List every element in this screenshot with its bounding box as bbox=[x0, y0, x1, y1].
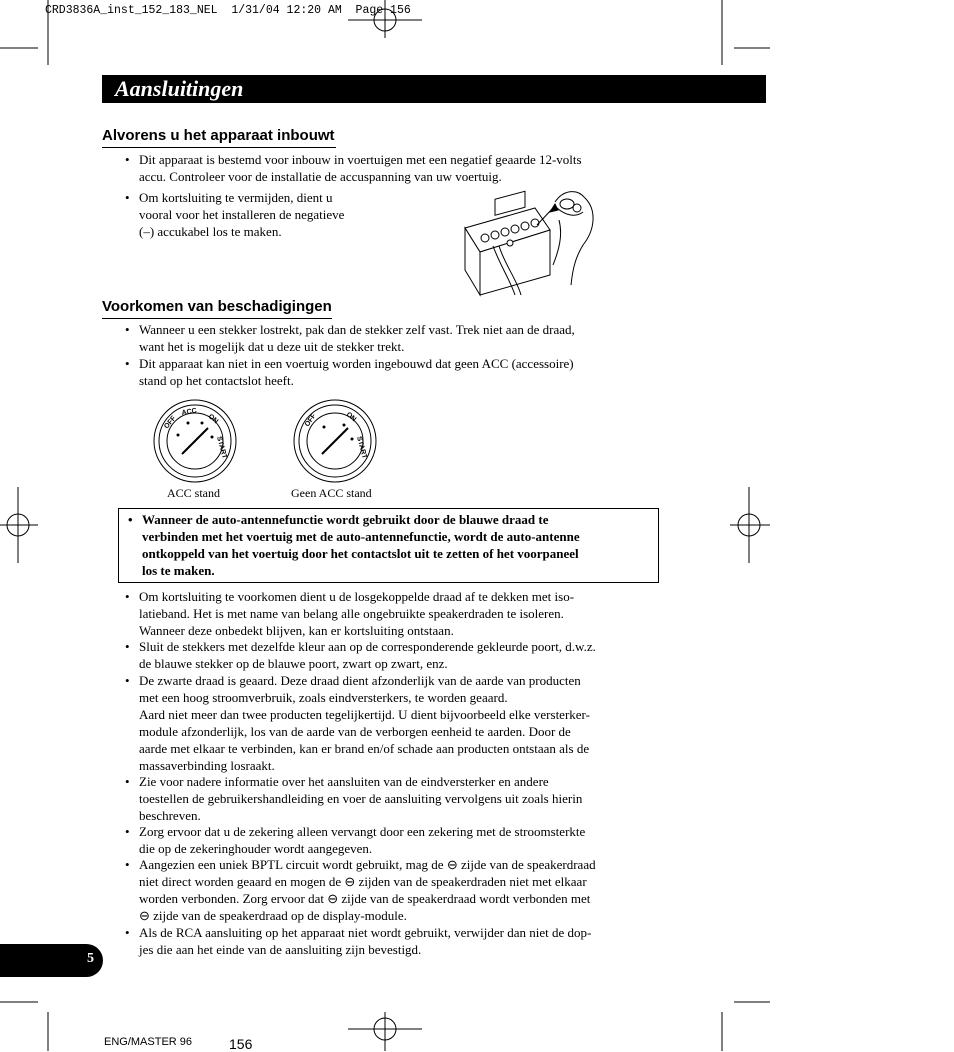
bullet-dot: • bbox=[125, 190, 130, 205]
text-line: latieband. Het is met name van belang alle ongebruikte speakerdraden te isoleren. bbox=[139, 605, 564, 621]
paragraph-plug bbox=[139, 322, 575, 356]
caption-no-acc: Geen ACC stand bbox=[291, 486, 372, 500]
minus-circle-icon: ⊖ bbox=[344, 873, 356, 889]
text-line bbox=[139, 891, 659, 908]
bullet-dot: • bbox=[128, 512, 133, 527]
text-line: accu. Controleer voor de installatie de accuspanning van uw voertuig. bbox=[139, 168, 502, 184]
text-line: ontkoppeld van het voertuig door het contactslot uit te zetten of het voorpaneel bbox=[142, 545, 579, 561]
chapter-title-bar bbox=[102, 75, 766, 103]
warning-text bbox=[142, 512, 580, 580]
text-fragment: Aangezien een uniek BPTL circuit wordt gebruikt, mag de bbox=[139, 857, 444, 872]
text-line: want het is mogelijk dat u deze uit de stekker trekt. bbox=[139, 338, 405, 354]
text-line: De zwarte draad is geaard. Deze draad dient afzonderlijk van de aarde van producten bbox=[139, 673, 581, 688]
paragraph-fuse bbox=[139, 824, 585, 858]
text-line: toestellen de gebruikershandleiding en voer de aansluiting vervolgens uit zoals hierin bbox=[139, 790, 583, 806]
text-line: Zorg ervoor dat u de zekering alleen vervangt door een zekering met de stroomsterkte bbox=[139, 824, 586, 839]
text-line: Wanneer de auto-antennefunctie wordt gebruikt door de blauwe draad te bbox=[142, 512, 549, 527]
text-fragment: niet direct worden geaard en mogen de bbox=[139, 873, 342, 889]
bullet-dot: • bbox=[125, 774, 130, 789]
bullet-dot: • bbox=[125, 639, 130, 654]
text-line: Om kortsluiting te voorkomen dient u de losgekoppelde draad af te dekken met iso- bbox=[139, 589, 575, 604]
paragraph-acc bbox=[139, 356, 574, 390]
text-line bbox=[139, 857, 659, 874]
text-fragment: worden verbonden. Zorg ervoor dat bbox=[139, 890, 324, 906]
paragraph-colors bbox=[139, 639, 596, 673]
text-line: massaverbinding losraakt. bbox=[139, 757, 275, 773]
text-line: Als de RCA aansluiting op het apparaat niet wordt gebruikt, verwijder dan niet de dop- bbox=[139, 925, 592, 940]
text-line: Wanneer deze onbedekt blijven, kan er kortsluiting ontstaan. bbox=[139, 622, 454, 638]
paragraph-rca bbox=[139, 925, 591, 959]
text-line: Dit apparaat is bestemd voor inbouw in voertuigen met een negatief geaarde 12-volts bbox=[139, 152, 582, 167]
text-line bbox=[139, 874, 659, 891]
text-line: Wanneer u een stekker lostrekt, pak dan de stekker zelf vast. Trek niet aan de draad, bbox=[139, 322, 575, 337]
switch-label: OFF bbox=[303, 412, 318, 429]
bullet-dot: • bbox=[125, 322, 130, 337]
minus-circle-icon: ⊖ bbox=[446, 857, 458, 872]
paragraph-amplifier bbox=[139, 774, 582, 825]
minus-circle-icon: ⊖ bbox=[139, 907, 150, 923]
text-line bbox=[139, 908, 659, 925]
battery-disconnect-illustration bbox=[455, 190, 615, 300]
text-line: verbinden met het voertuig met de auto-antennefunctie, wordt de auto-antenne bbox=[142, 528, 580, 544]
switch-label: ACC bbox=[181, 407, 198, 417]
paragraph-bptl bbox=[139, 857, 659, 925]
ignition-switch-noacc-icon bbox=[290, 397, 380, 487]
ignition-switch-acc-icon bbox=[150, 397, 240, 487]
switch-label: START bbox=[215, 435, 228, 460]
text-line: Aard niet meer dan twee producten tegelijkertijd. U dient bijvoorbeeld elke versterker- bbox=[139, 706, 590, 722]
footer-master-label: ENG/MASTER 96 bbox=[104, 1036, 193, 1048]
text-line: (–) accukabel los te maken. bbox=[139, 223, 282, 239]
text-line: vooral voor het installeren de negatieve bbox=[139, 206, 345, 222]
text-fragment: zijde van de speakerdraad bbox=[460, 857, 596, 872]
text-line: de blauwe stekker op de blauwe poort, zwart op zwart, enz. bbox=[139, 655, 448, 671]
page-section-number: 5 bbox=[87, 951, 94, 966]
section-underline bbox=[102, 318, 332, 319]
paragraph-insulate bbox=[139, 589, 574, 640]
minus-circle-icon: ⊖ bbox=[327, 890, 339, 906]
footer-page-number: 156 bbox=[229, 1036, 253, 1052]
text-line: stand op het contactslot heeft. bbox=[139, 372, 294, 388]
text-line: met een hoog stroomverbruik, zoals eindversterkers, te worden geaard. bbox=[139, 689, 508, 705]
chapter-title: Aansluitingen bbox=[115, 76, 244, 101]
page-section-tab bbox=[0, 944, 103, 977]
caption-acc: ACC stand bbox=[167, 486, 221, 500]
section-heading-damage: Voorkomen van beschadigingen bbox=[102, 298, 332, 315]
text-line: los te maken. bbox=[142, 562, 215, 578]
switch-label: START bbox=[355, 435, 368, 460]
print-header: CRD3836A_inst_152_183_NEL 1/31/04 12:20 AM Page 156 bbox=[45, 4, 411, 17]
bullet-dot: • bbox=[125, 673, 130, 688]
text-line: beschreven. bbox=[139, 807, 201, 823]
bullet-dot: • bbox=[125, 857, 130, 872]
section-heading-installation: Alvorens u het apparaat inbouwt bbox=[102, 127, 335, 144]
text-line: die op de zekeringhouder wordt aangegeven. bbox=[139, 840, 373, 856]
text-fragment: zijden van de speakerdraden niet met elkaar bbox=[358, 873, 587, 889]
text-fragment: zijde van de speakerdraad wordt verbonden met bbox=[341, 890, 591, 906]
bullet-dot: • bbox=[125, 589, 130, 604]
paragraph-battery bbox=[139, 190, 344, 241]
switch-label: ON bbox=[206, 413, 220, 426]
switch-label: OFF bbox=[163, 415, 178, 431]
bullet-dot: • bbox=[125, 152, 130, 167]
text-line: module afzonderlijk, los van de aarde van de verborgen eenheid te aarden. Door de bbox=[139, 723, 571, 739]
text-line: Zie voor nadere informatie over het aansluiten van de eindversterker en andere bbox=[139, 774, 549, 789]
text-line: Om kortsluiting te vermijden, dient u bbox=[139, 190, 333, 205]
text-line: Dit apparaat kan niet in een voertuig worden ingebouwd dat geen ACC (accessoire) bbox=[139, 356, 574, 371]
bullet-dot: • bbox=[125, 925, 130, 940]
paragraph-ground bbox=[139, 673, 590, 774]
text-line: aarde met elkaar te verbinden, kan er brand en/of schade aan producten ontstaan als de bbox=[139, 740, 590, 756]
bullet-dot: • bbox=[125, 356, 130, 371]
text-line: jes die aan het einde van de aansluiting zijn bevestigd. bbox=[139, 941, 422, 957]
text-line: Sluit de stekkers met dezelfde kleur aan op de corresponderende gekleurde poort, d.w.z. bbox=[139, 639, 596, 654]
switch-label: ON bbox=[344, 411, 358, 424]
bullet-dot: • bbox=[125, 824, 130, 839]
paragraph-12v bbox=[139, 152, 582, 186]
text-fragment: zijde van de speakerdraad op de display-module. bbox=[153, 907, 407, 923]
section-underline bbox=[102, 147, 336, 148]
